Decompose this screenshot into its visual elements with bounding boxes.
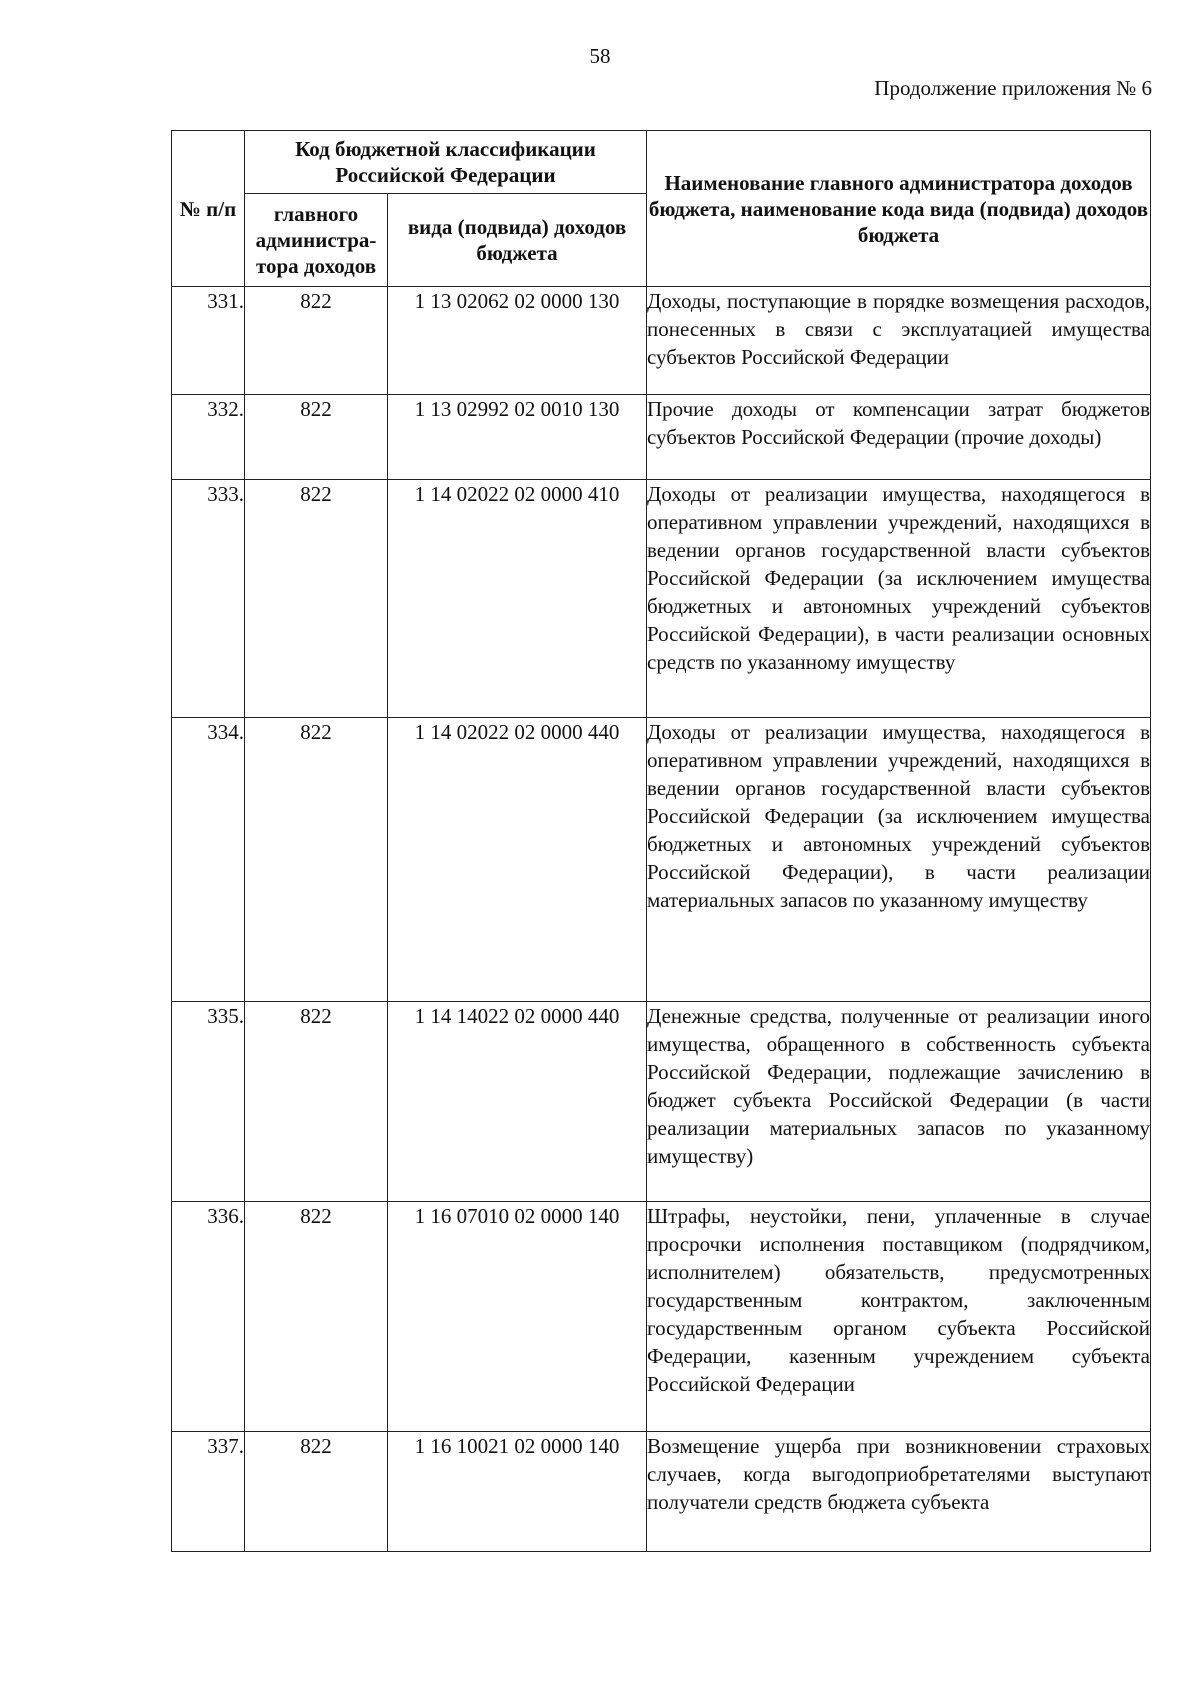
row-admin-code: 822 xyxy=(245,287,388,395)
budget-classification-table xyxy=(171,130,1151,1552)
row-income-code: 1 14 02022 02 0000 440 xyxy=(388,718,647,1002)
row-admin-code: 822 xyxy=(245,480,388,718)
table-header xyxy=(172,131,1151,287)
row-income-name: Доходы, поступающие в порядке возмещения расходов, понесенных в связи с эксплуатацией имущества субъектов Российской Федерации xyxy=(647,287,1151,395)
row-admin-code: 822 xyxy=(245,1432,388,1552)
table-body xyxy=(172,287,1151,1552)
table-row xyxy=(172,1002,1151,1202)
table-row xyxy=(172,1432,1151,1552)
header-admin: главного администра-тора доходов xyxy=(245,194,388,287)
header-code-group: Код бюджетной классификации Российской Федерации xyxy=(245,131,647,194)
row-number: 333. xyxy=(172,480,245,718)
row-number: 336. xyxy=(172,1202,245,1432)
table-row xyxy=(172,1202,1151,1432)
table-row xyxy=(172,395,1151,480)
row-number: 335. xyxy=(172,1002,245,1202)
row-admin-code: 822 xyxy=(245,1202,388,1432)
row-number: 337. xyxy=(172,1432,245,1552)
row-income-name: Прочие доходы от компенсации затрат бюджетов субъектов Российской Федерации (прочие доходы) xyxy=(647,395,1151,480)
row-number: 334. xyxy=(172,718,245,1002)
table-row xyxy=(172,287,1151,395)
row-income-name: Доходы от реализации имущества, находящегося в оперативном управлении учреждений, находящихся в ведении органов государственной власти субъектов Российской Федерации (за исключением имущества бюджетных и автономных учреждений субъектов Российской Федерации), в части реализации основных средств по указанному имуществу xyxy=(647,480,1151,718)
row-income-code: 1 13 02062 02 0000 130 xyxy=(388,287,647,395)
header-name: Наименование главного администратора доходов бюджета, наименование кода вида (подвида) доходов бюджета xyxy=(647,131,1151,287)
row-income-code: 1 14 14022 02 0000 440 xyxy=(388,1002,647,1202)
row-admin-code: 822 xyxy=(245,1002,388,1202)
row-income-name: Возмещение ущерба при возникновении страховых случаев, когда выгодоприобретателями выступают получатели средств бюджета субъекта xyxy=(647,1432,1151,1552)
row-income-name: Денежные средства, полученные от реализации иного имущества, обращенного в собственность субъекта Российской Федерации, подлежащие зачислению в бюджет субъекта Российской Федерации (в части реализации материальных запасов по указанному имуществу) xyxy=(647,1002,1151,1202)
row-admin-code: 822 xyxy=(245,395,388,480)
page-number: 58 xyxy=(589,44,611,68)
continuation-note: Продолжение приложения № 6 xyxy=(874,76,1152,100)
row-income-code: 1 16 10021 02 0000 140 xyxy=(388,1432,647,1552)
row-income-code: 1 13 02992 02 0010 130 xyxy=(388,395,647,480)
row-income-code: 1 16 07010 02 0000 140 xyxy=(388,1202,647,1432)
row-admin-code: 822 xyxy=(245,718,388,1002)
row-income-name: Доходы от реализации имущества, находящегося в оперативном управлении учреждений, находящихся в ведении органов государственной власти субъектов Российской Федерации (за исключением имущества бюджетных и автономных учреждений субъектов Российской Федерации), в части реализации материальных запасов по указанному имуществу xyxy=(647,718,1151,1002)
row-number: 331. xyxy=(172,287,245,395)
row-income-code: 1 14 02022 02 0000 410 xyxy=(388,480,647,718)
table-row xyxy=(172,718,1151,1002)
row-income-name: Штрафы, неустойки, пени, уплаченные в случае просрочки исполнения поставщиком (подрядчиком, исполнителем) обязательств, предусмотренных государственным контрактом, заключенным государственным органом субъекта Российской Федерации, казенным учреждением субъекта Российской Федерации xyxy=(647,1202,1151,1432)
header-code: вида (подвида) доходов бюджета xyxy=(388,194,647,287)
row-number: 332. xyxy=(172,395,245,480)
table-row xyxy=(172,480,1151,718)
header-number: № п/п xyxy=(172,131,245,287)
